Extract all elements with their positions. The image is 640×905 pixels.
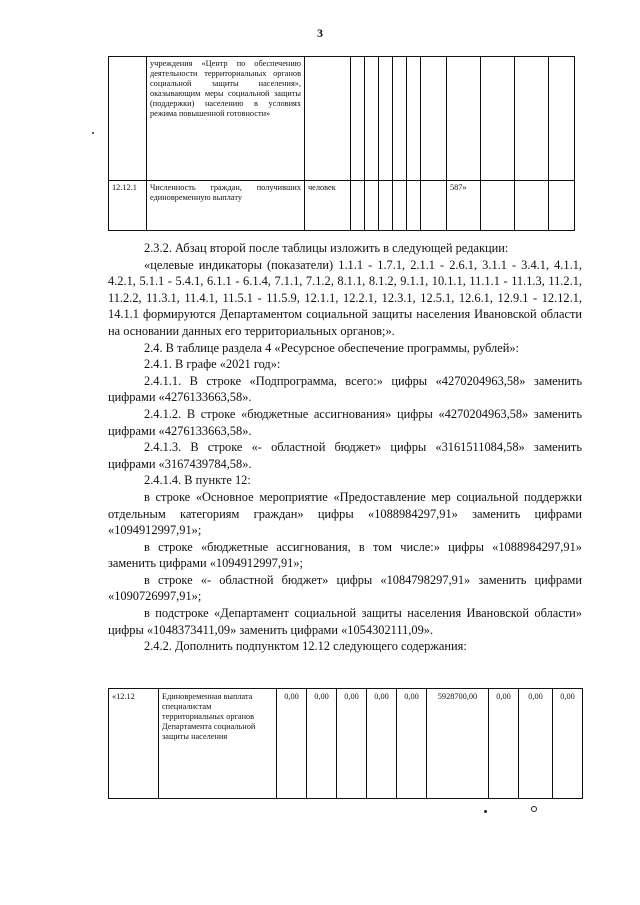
indicator-name-continuation: учреждения «Центр по обеспечению деятельности территориальных органов социальной защиты населения», оказывающим меры социальной защиты (поддержки) населению в условиях режима повышенной готовности» [147,57,305,181]
value-cell: 0,00 [307,689,337,799]
scan-speck [484,810,487,813]
paragraph: 2.4.1. В графе «2021 год»: [144,357,281,372]
page-number: 3 [317,26,323,40]
paragraph: в подстроке «Департамент социальной защиты населения Ивановской области» цифры «1048373411,09» заменить цифрами «1054302111,09». [108,606,582,637]
value-cell: 0,00 [519,689,553,799]
indicator-value: 587» [447,181,481,231]
paragraph: в строке «- областной бюджет» цифры «1084798297,91» заменить цифрами «1090726997,91»; [108,572,582,604]
indicator-unit: человек [305,181,351,231]
value-cell: 0,00 [367,689,397,799]
value-cell: 0,00 [489,689,519,799]
paragraph: «целевые индикаторы (показатели) 1.1.1 - 1.7.1, 2.1.1 - 2.6.1, 3.1.1 - 3.4.1, 4.1.1, 4.2.1, 5.1.1 - 5.4.1, 6.1.1 - 6.1.4, 7.1.1, 7.1.2, 8.1.1, 8.1.2, 9.1.1, 10.1.1, 11.1.1 - 11.1.3, 11.2.1, 11.2.2, 11.3.1, 11.4.1, 11.5.1 - 11.5.9, 12.1.1, 12.2.1, 12.3.1, 12.5.1, 12.6.1, 12.9.1 - 12.12.1, 14.1.1 формируются Департаментом социальной защиты населения Ивановской области на основании данных его территориальных органов;». [108,257,582,338]
paragraph: 2.4. В таблице раздела 4 «Ресурсное обеспечение программы, рублей»: [144,340,519,355]
document-body [108,240,582,655]
value-cell: 0,00 [277,689,307,799]
scan-speck [92,132,94,134]
indicator-code: 12.12.1 [109,181,147,231]
value-cell: 0,00 [397,689,427,799]
table-row [109,181,575,231]
value-cell: 0,00 [553,689,583,799]
row-name: Единовременная выплата специалистам территориальных органов Департамента социальной защиты населения [159,689,277,799]
value-cell: 5928700,00 [427,689,489,799]
row-code: «12.12 [109,689,159,799]
paragraph: 2.4.1.2. В строке «бюджетные ассигнования» цифры «4270204963,58» заменить цифрами «4276133663,58». [108,406,582,438]
paragraph: 2.4.1.4. В пункте 12: [144,473,251,488]
paragraph: в строке «бюджетные ассигнования, в том числе:» цифры «1088984297,91» заменить цифрами «1094912997,91»; [108,539,582,571]
paragraph: 2.4.1.1. В строке «Подпрограмма, всего:» цифры «4270204963,58» заменить цифрами «4276133663,58». [108,373,582,405]
paragraph: 2.4.1.3. В строке «- областной бюджет» цифры «3161511084,58» заменить цифрами «3167439784,58». [108,440,582,471]
indicator-name: Численность граждан, получивших единовременную выплату [147,181,305,231]
table-row [109,57,575,181]
value-cell: 0,00 [337,689,367,799]
indicators-table-continuation [108,56,575,231]
paragraph: 2.3.2. Абзац второй после таблицы изложить в следующей редакции: [144,241,509,255]
table-row [109,689,583,799]
paragraph: в строке «Основное мероприятие «Предоставление мер социальной поддержки отдельным категориям граждан» цифры «1088984297,91» заменить цифрами «1094912997,91»; [108,489,582,538]
resource-table-row [108,688,583,799]
scan-speck [531,806,537,812]
paragraph: 2.4.2. Дополнить подпунктом 12.12 следующего содержания: [144,639,467,654]
